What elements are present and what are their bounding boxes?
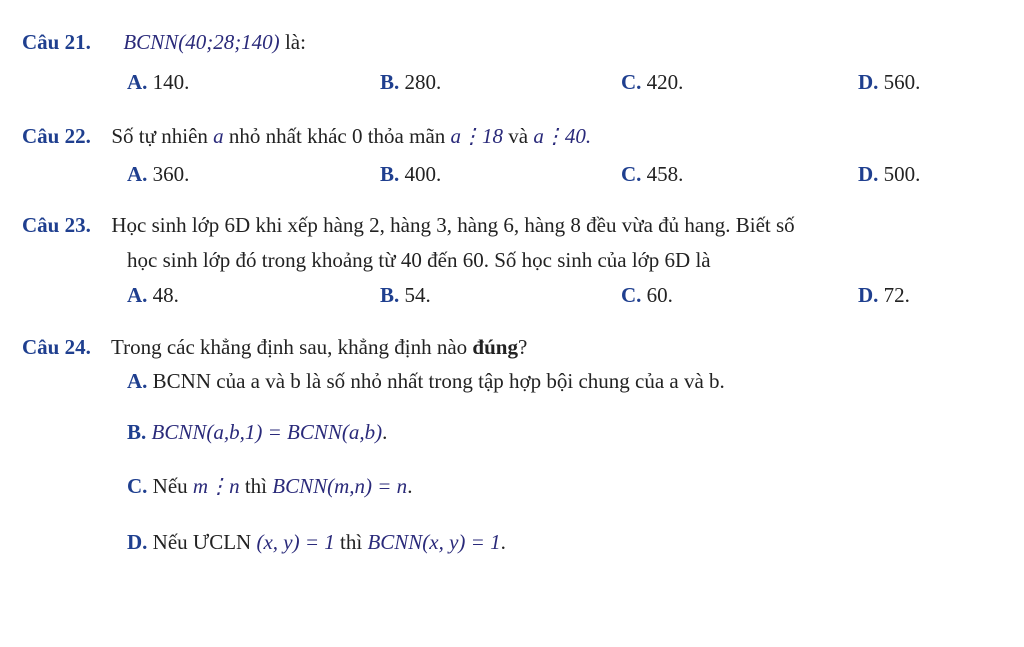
question-23-stem-line2: học sinh lớp đó trong khoảng từ 40 đến 60. Số học sinh của lớp 6D là — [127, 248, 711, 272]
question-23-option-c[interactable]: C. 60. — [621, 283, 673, 307]
question-22-option-d[interactable]: D. 500. — [858, 162, 921, 186]
question-21-option-c[interactable]: C. 420. — [621, 70, 684, 94]
question-21-label: Câu 21. — [22, 30, 91, 54]
question-21-option-d[interactable]: D. 560. — [858, 70, 921, 94]
question-21-stem — [22, 32, 306, 53]
question-24-option-a[interactable]: A. BCNN của a và b là số nhỏ nhất trong tập hợp bội chung của a và b. — [127, 369, 725, 393]
question-21-tail: là: — [284, 30, 306, 54]
question-24-label: Câu 24. — [22, 335, 91, 359]
question-21-option-a[interactable]: A. 140. — [127, 70, 190, 94]
question-21-option-b[interactable]: B. 280. — [380, 70, 442, 94]
question-22-label: Câu 22. — [22, 124, 91, 148]
question-24-option-b[interactable]: B. BCNN(a,b,1) = BCNN(a,b). — [127, 420, 388, 444]
question-23-option-b[interactable]: B. 54. — [380, 283, 431, 307]
question-24-option-d[interactable]: D. Nếu ƯCLN (x, y) = 1 thì BCNN(x, y) = 1. — [127, 530, 506, 554]
question-22-stem: Câu 22. Số tự nhiên a nhỏ nhất khác 0 thỏa mãn a⋮18 và a⋮40. — [22, 124, 592, 148]
question-22-option-b[interactable]: B. 400. — [380, 162, 442, 186]
question-24-option-c[interactable]: C. Nếu m⋮n thì BCNN(m,n) = n. — [127, 474, 413, 498]
question-22-option-a[interactable]: A. 360. — [127, 162, 190, 186]
question-22-option-c[interactable]: C. 458. — [621, 162, 684, 186]
question-21-math: BCNN(40;28;140) — [123, 30, 280, 54]
question-23-stem-line1: Câu 23. Học sinh lớp 6D khi xếp hàng 2, hàng 3, hàng 6, hàng 8 đều vừa đủ hang. Biết số — [22, 213, 795, 237]
question-23-option-d[interactable]: D. 72. — [858, 283, 910, 307]
question-23-label: Câu 23. — [22, 213, 91, 237]
question-24-stem: Câu 24. Trong các khẳng định sau, khẳng định nào đúng? — [22, 335, 528, 359]
question-23-option-a[interactable]: A. 48. — [127, 283, 179, 307]
